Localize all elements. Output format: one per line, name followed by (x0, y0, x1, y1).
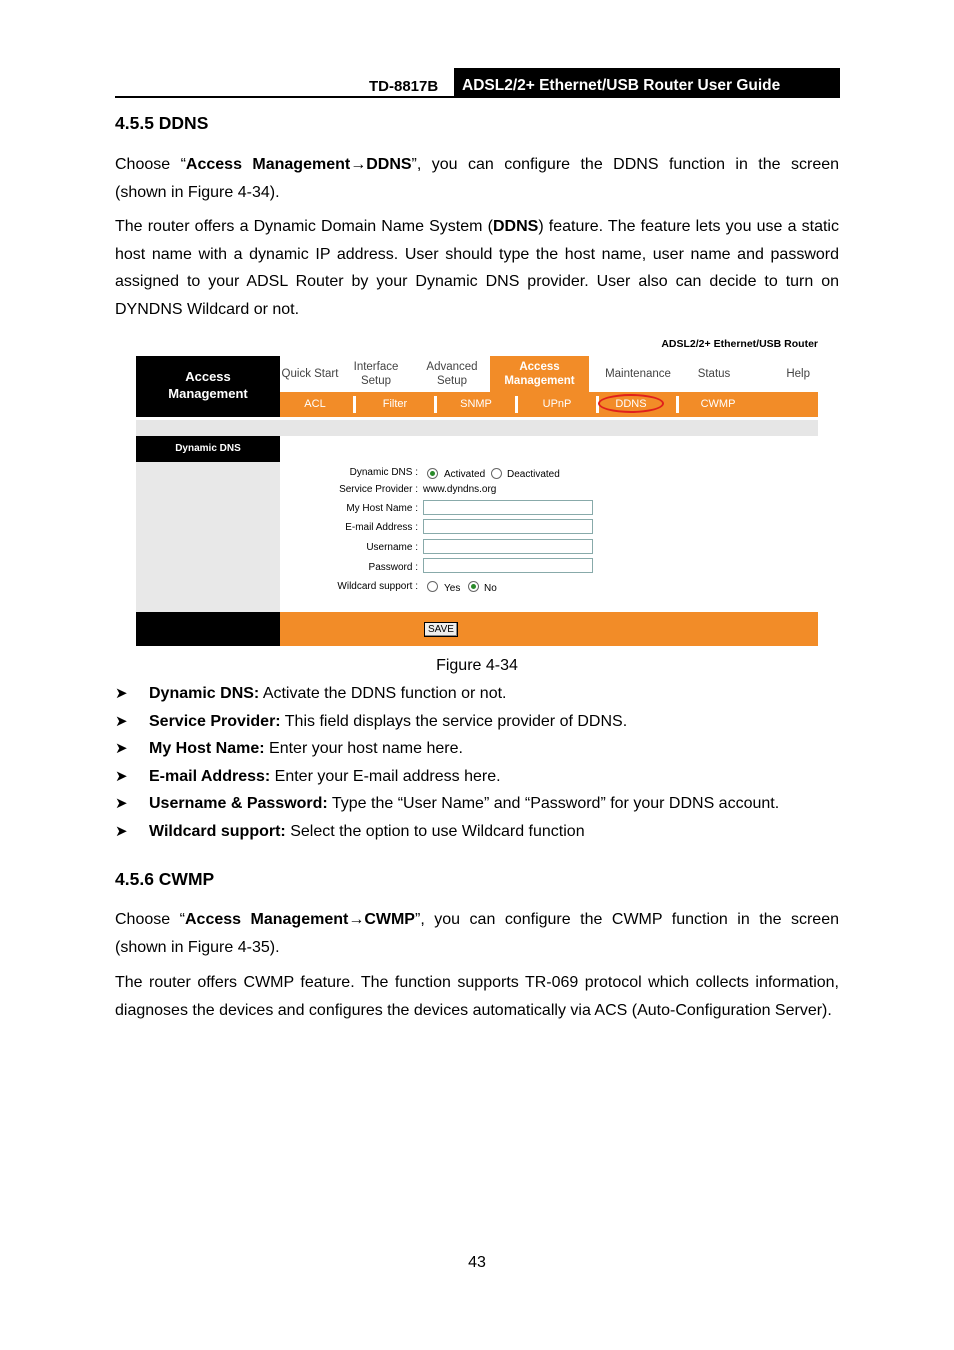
list-item: ➤ Dynamic DNS: Activate the DDNS function or not. (115, 681, 840, 709)
service-provider-label: Service Provider : (339, 484, 418, 495)
email-address-input[interactable] (423, 519, 593, 534)
arrowhead-bullet-icon: ➤ (115, 795, 128, 813)
dynamic-dns-activated-label: Activated (444, 469, 486, 480)
sub-navigation (280, 392, 818, 417)
username-label: Username : (366, 542, 418, 553)
page-number: 43 (468, 1254, 486, 1271)
subtab-upnp[interactable]: UPnP (542, 398, 572, 410)
tab-advanced-setup[interactable]: Advanced Setup (426, 361, 478, 387)
header-guide-title: ADSL2/2+ Ethernet/USB Router User Guide (454, 68, 840, 98)
footer-action-bar (280, 612, 818, 646)
cwmp-intro-line-2: (shown in Figure 4-35). (115, 938, 280, 956)
password-input[interactable] (423, 558, 593, 573)
subtab-cwmp[interactable]: CWMP (700, 398, 736, 410)
ddns-intro-line-2: (shown in Figure 4-34). (115, 183, 280, 201)
host-name-input[interactable] (423, 500, 593, 515)
top-navigation (280, 356, 818, 392)
figure-caption: Figure 4-34 (436, 657, 518, 674)
email-address-label: E-mail Address : (345, 522, 418, 533)
field-description-list (115, 681, 840, 847)
list-item: ➤ E-mail Address: Enter your E-mail address here. (115, 764, 840, 792)
cwmp-intro-line-1: Choose “Access Management→CWMP”, you can configure the CWMP function in the screen (115, 911, 840, 928)
header-rule (115, 96, 840, 98)
section-heading-ddns: 4.5.5 DDNS (115, 113, 209, 133)
arrowhead-bullet-icon: ➤ (115, 712, 128, 730)
subtab-filter[interactable]: Filter (382, 398, 408, 410)
dynamic-dns-activated-radio[interactable] (427, 468, 438, 479)
username-input[interactable] (423, 539, 593, 554)
header-model: TD-8817B (369, 78, 439, 95)
ddns-highlight-ring (598, 394, 664, 413)
ddns-intro-paragraph (115, 151, 839, 206)
ddns-description-paragraph: The router offers a Dynamic Domain Name System (DDNS) feature. The feature lets you use a static host name with a dynamic IP address. User should type the host name, user name and password assigned to your ADSL Router by your Dynamic DNS provider. User also can decide to turn on DYNDNS Wildcard or not. (115, 218, 839, 318)
side-label-dynamic-dns: Dynamic DNS (136, 436, 280, 462)
left-side-panel (136, 436, 280, 612)
section-heading-cwmp: 4.5.6 CWMP (115, 869, 215, 889)
ddns-intro-line-1: Choose “Access Management→DDNS”, you can configure the DDNS function in the screen (115, 156, 840, 173)
dynamic-dns-label: Dynamic DNS : (349, 467, 418, 478)
wildcard-no-label: No (484, 583, 497, 594)
router-ddns-screenshot (136, 336, 818, 646)
wildcard-support-label: Wildcard support : (337, 581, 418, 592)
content-divider-bar (136, 420, 818, 436)
host-name-label: My Host Name : (346, 503, 418, 514)
tab-help[interactable]: Help (786, 368, 810, 380)
router-brand-label: ADSL2/2+ Ethernet/USB Router (661, 338, 818, 350)
subtab-ddns[interactable]: DDNS (615, 398, 647, 410)
service-provider-value: www.dyndns.org (423, 484, 497, 495)
list-item: ➤ My Host Name: Enter your host name here. (115, 736, 840, 764)
arrowhead-bullet-icon: ➤ (115, 685, 128, 702)
list-item: ➤ Username & Password: Type the “User Name” and “Password” for your DDNS account. (115, 791, 840, 819)
dynamic-dns-deactivated-label: Deactivated (507, 469, 560, 480)
footer-left-panel (136, 612, 280, 646)
list-item: ➤ Service Provider: This field displays the service provider of DDNS. (115, 709, 840, 737)
tab-interface-setup[interactable]: Interface Setup (353, 361, 399, 387)
arrowhead-bullet-icon: ➤ (115, 740, 128, 758)
tab-status[interactable]: Status (697, 368, 731, 380)
arrowhead-bullet-icon: ➤ (115, 767, 128, 785)
tab-access-management[interactable]: Access Management (490, 356, 589, 392)
cwmp-intro-paragraph (115, 906, 839, 961)
tab-maintenance[interactable]: Maintenance (605, 368, 671, 380)
save-button[interactable]: SAVE (424, 622, 458, 637)
arrowhead-bullet-icon: ➤ (115, 822, 128, 840)
wildcard-no-radio[interactable] (468, 581, 479, 592)
cwmp-description-paragraph: The router offers CWMP feature. The function supports TR-069 protocol which collects information, diagnoses the devices and configures the devices automatically via ACS (Auto-Configuration Server). (115, 974, 839, 1019)
password-label: Password : (368, 562, 418, 573)
subtab-snmp[interactable]: SNMP (460, 398, 492, 410)
list-item: ➤ Wildcard support: Select the option to use Wildcard function (115, 819, 840, 847)
subtab-acl[interactable]: ACL (304, 398, 326, 410)
tab-quick-start[interactable]: Quick Start (281, 368, 339, 380)
wildcard-yes-radio[interactable] (427, 581, 438, 592)
dynamic-dns-deactivated-radio[interactable] (491, 468, 502, 479)
left-section-title: Access Management (136, 356, 280, 417)
wildcard-yes-label: Yes (444, 583, 461, 594)
